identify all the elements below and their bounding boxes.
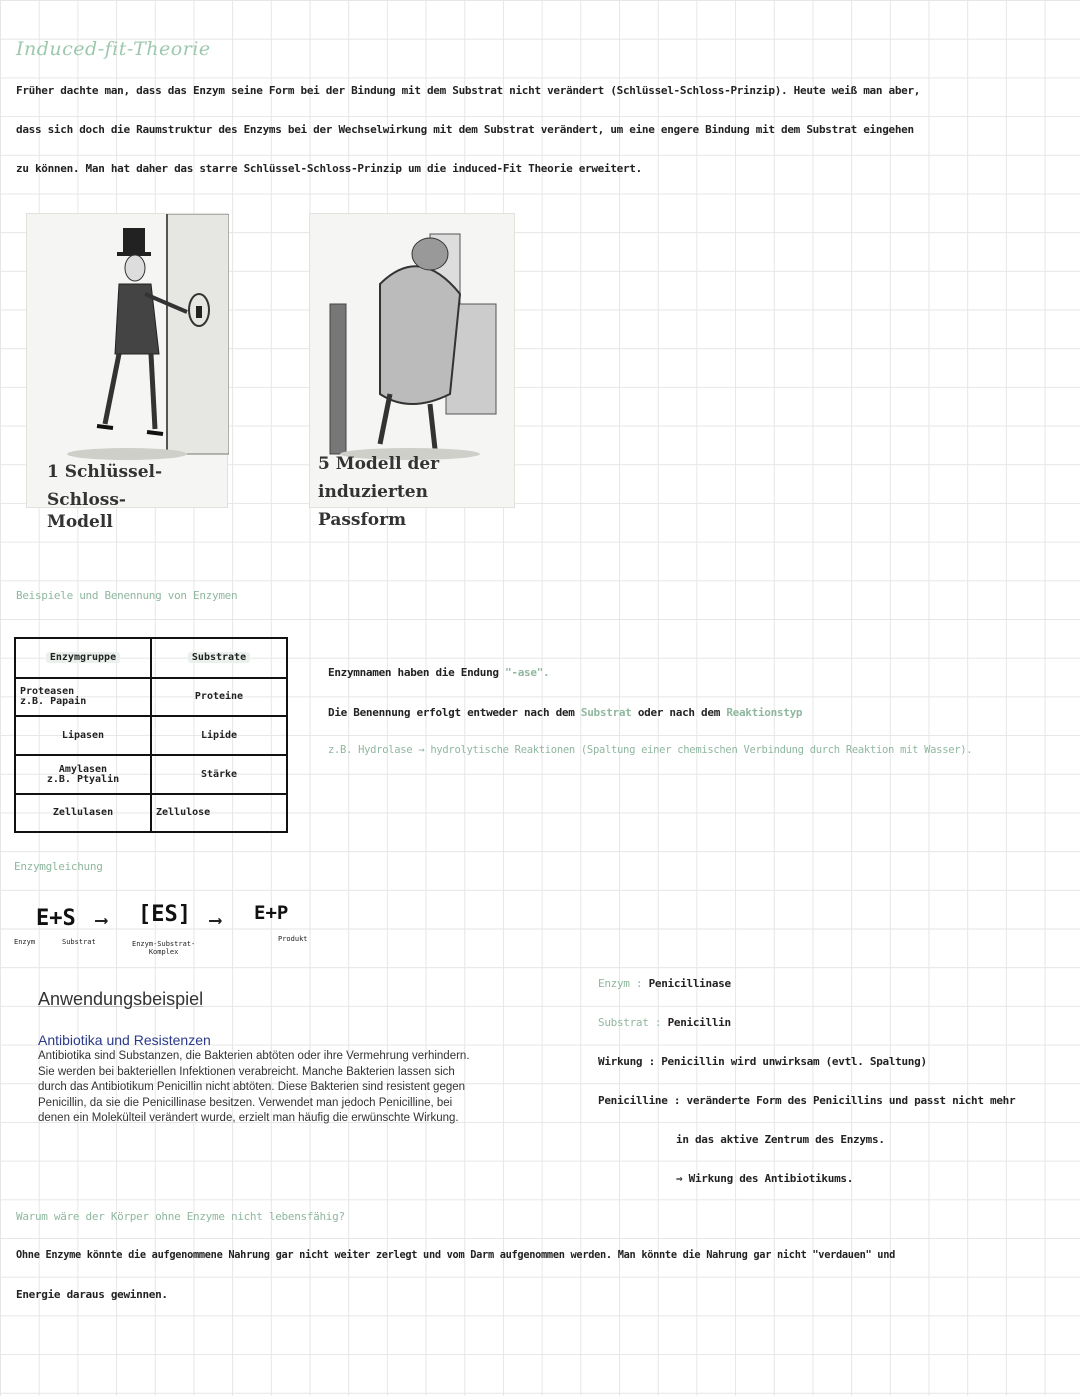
page-title: Induced-fit-Theorie [16, 38, 211, 60]
side-note-substrat: Substrat : Penicillin [598, 1016, 731, 1029]
label-enzym: Enzym [14, 938, 36, 946]
table-header-row [15, 638, 287, 678]
table-cell: Proteine [151, 678, 287, 716]
enzyme-table [14, 637, 288, 833]
lock-and-key-illustration [26, 213, 228, 532]
side-note-penicilline-1: Penicilline : veränderte Form des Penicillins und passt nicht mehr [598, 1094, 1016, 1107]
illustration-2-caption-line-2: induzierten Passform [318, 482, 428, 530]
side-note-penicilline-3: ⇒ Wirkung des Antibiotikums. [676, 1172, 854, 1185]
note-line-2: Die Benennung erfolgt entweder nach dem Substrat oder nach dem Reaktionstyp [328, 706, 803, 719]
illustration-2-caption-line-1: 5 Modell der [318, 454, 440, 474]
label-substrat: Substrat [62, 938, 96, 946]
enzyme-equation [14, 900, 334, 970]
answer-line-1: Ohne Enzyme könnte die aufgenommene Nahrung gar nicht weiter zerlegt und vom Darm aufgenommen werden. Man könnte die Nahrung gar nicht "verdauen" und [16, 1249, 895, 1261]
application-subtitle: Antibiotika und Resistenzen [38, 1032, 211, 1048]
note-line-1: Enzymnamen haben die Endung "-ase". [328, 666, 550, 679]
answer-line-2: Energie daraus gewinnen. [16, 1288, 168, 1301]
label-produkt: Produkt [278, 935, 308, 943]
illustration-1-caption-line-2: Modell [47, 512, 113, 532]
label-complex: Enzym-Substrat- Komplex [132, 940, 196, 956]
application-title: Anwendungsbeispiel [38, 989, 204, 1009]
arrow-right-icon: ⟶ [210, 910, 221, 931]
side-note-wirkung: Wirkung : Penicillin wird unwirksam (evtl. Spaltung) [598, 1055, 927, 1068]
intro-line-3: zu können. Man hat daher das starre Schlüssel-Schloss-Prinzip um die induced-Fit Theorie erweitert. [16, 162, 642, 175]
table-cell: Lipide [151, 716, 287, 755]
application-body: Antibiotika sind Substanzen, die Bakterien abtöten oder ihre Vermehrung verhindern. Sie werden bei bakteriellen Infektionen verabreicht. Manche Bakterien lassen sich durch das Antibiotikum Penicillin nicht abtöten. Diese Bakterien sind resistent gegen Penicillin, da sie die Penicillinase besitzen. Verwendet man jedoch Penicilline, bei denen ein Molekülteil verändert wurde, erzielt man häufig die erwünschte Wirkung. [38, 1050, 470, 1125]
table-cell: Amylasen z.B. Ptyalin [15, 755, 151, 794]
intro-line-2: dass sich doch die Raumstruktur des Enzyms bei der Wechselwirkung mit dem Substrat verändert, um eine engere Bindung mit dem Substrat eingehen [16, 123, 914, 136]
table-row [15, 678, 287, 716]
table-cell: Zellulose [151, 794, 287, 832]
note-line-3: z.B. Hydrolase → hydrolytische Reaktionen (Spaltung einer chemischen Verbindung durch Reaktion mit Wasser). [328, 744, 973, 756]
equation-heading: Enzymgleichung [14, 860, 103, 873]
induced-fit-illustration [309, 213, 515, 530]
equation-complex: [ES] [138, 902, 191, 927]
table-cell: Lipasen [15, 716, 151, 755]
table-cell: Stärke [151, 755, 287, 794]
table-header-cell: Substrate [151, 638, 287, 678]
table-row [15, 716, 287, 755]
side-note-penicilline-2: in das aktive Zentrum des Enzyms. [676, 1133, 885, 1146]
arrow-right-icon: ⟶ [96, 910, 107, 931]
examples-heading: Beispiele und Benennung von Enzymen [16, 589, 238, 602]
equation-left: E+S [36, 906, 76, 931]
illustration-1-caption-line-1: 1 Schlüssel-Schloss- [47, 462, 163, 510]
intro-line-1: Früher dachte man, dass das Enzym seine Form bei der Bindung mit dem Substrat nicht verändert (Schlüssel-Schloss-Prinzip). Heute weiß man aber, [16, 84, 921, 97]
equation-right: E+P [254, 902, 289, 924]
side-note-enzym: Enzym : Penicillinase [598, 977, 731, 990]
table-row [15, 794, 287, 832]
table-cell: Proteasen z.B. Papain [15, 678, 151, 716]
table-row [15, 755, 287, 794]
question-heading: Warum wäre der Körper ohne Enzyme nicht lebensfähig? [16, 1210, 345, 1223]
table-header-cell: Enzymgruppe [15, 638, 151, 678]
table-cell: Zellulasen [15, 794, 151, 832]
